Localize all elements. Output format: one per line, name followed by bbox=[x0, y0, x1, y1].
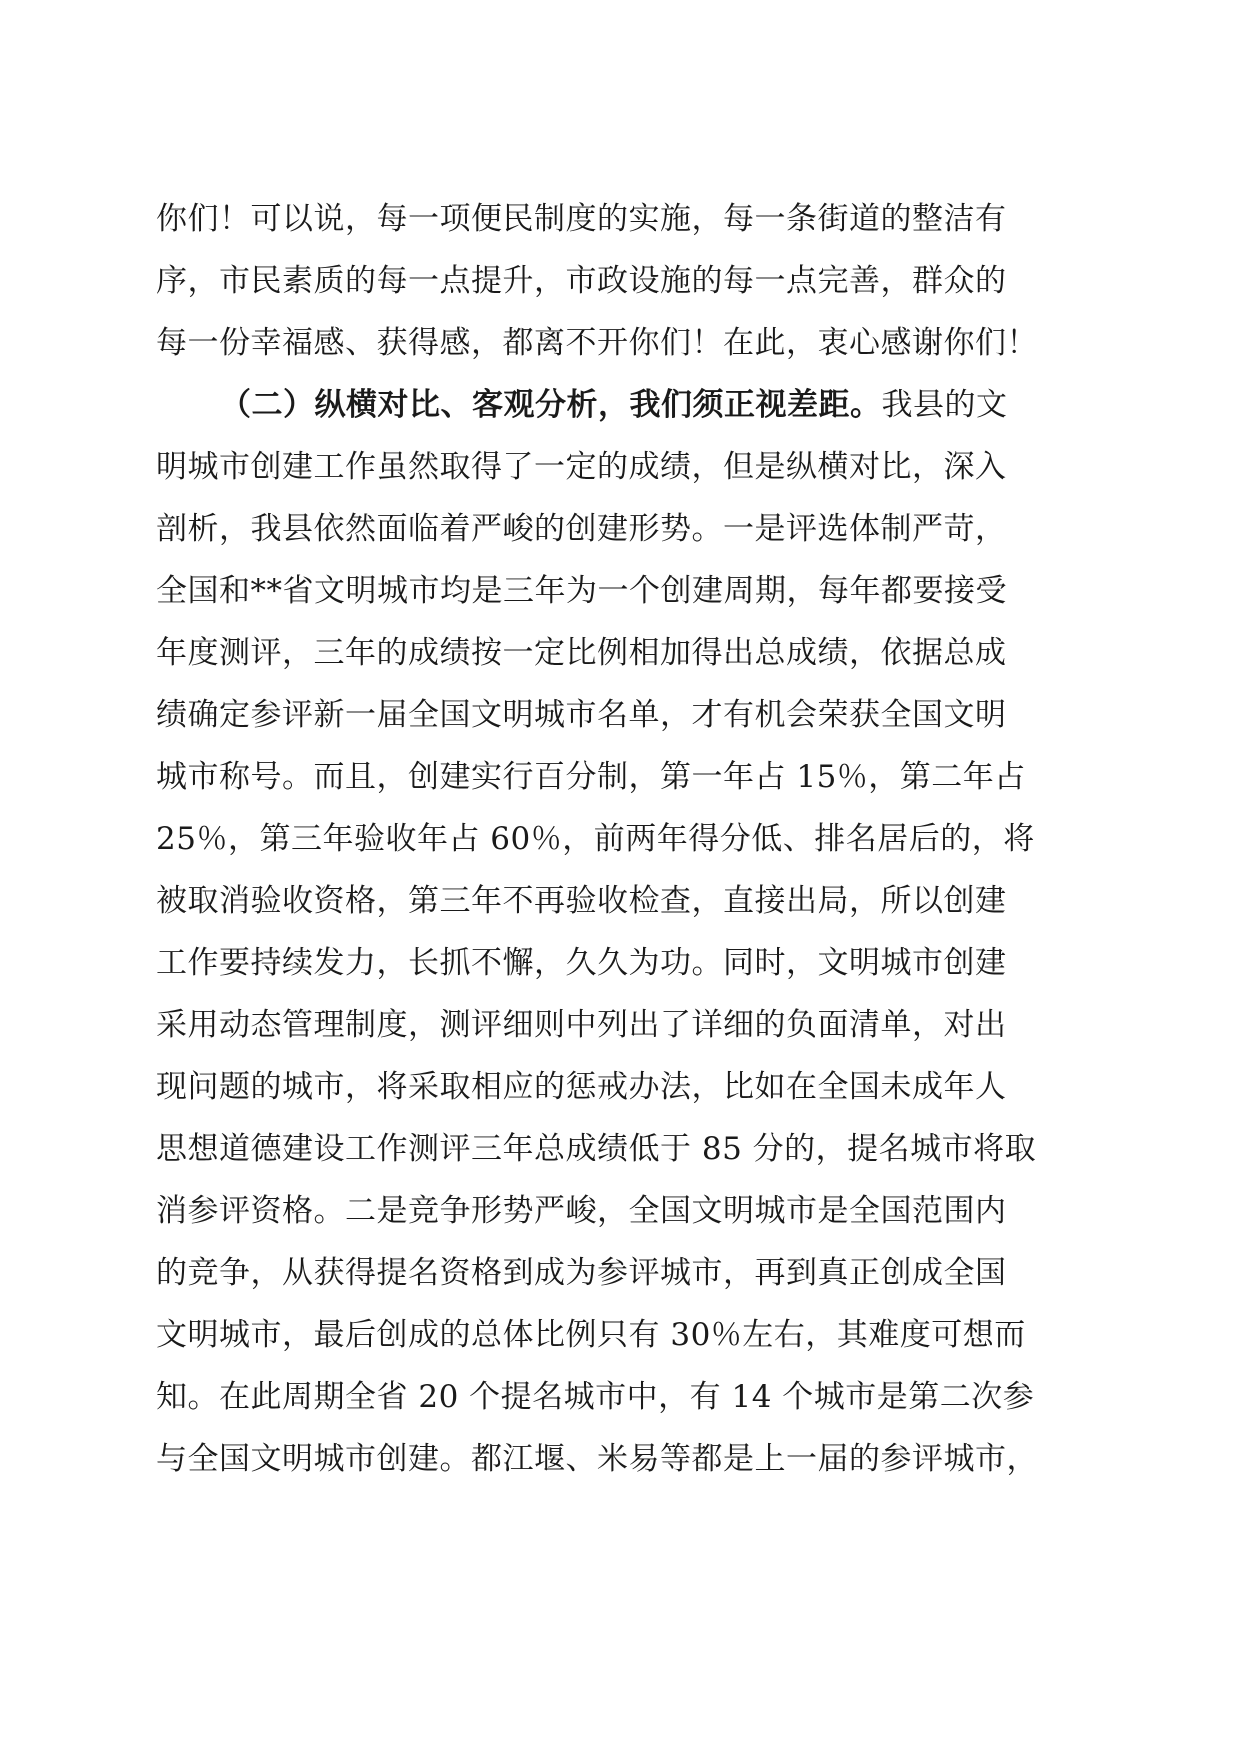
text-line: 现问题的城市，将采取相应的惩戒办法，比如在全国未成年人 bbox=[156, 1069, 1007, 1105]
body-text bbox=[156, 188, 1086, 1490]
text-line: 25％，第三年验收年占 60％，前两年得分低、排名居后的，将 bbox=[156, 821, 1035, 857]
text-line: 序，市民素质的每一点提升，市政设施的每一点完善，群众的 bbox=[156, 263, 1007, 299]
text-line: 被取消验收资格，第三年不再验收检查，直接出局，所以创建 bbox=[156, 883, 1007, 919]
section-heading: （二）纵横对比、客观分析，我们须正视差距。 bbox=[220, 387, 882, 423]
text-line: 全国和**省文明城市均是三年为一个创建周期，每年都要接受 bbox=[156, 573, 1007, 609]
text-line: 思想道德建设工作测评三年总成绩低于 85 分的，提名城市将取 bbox=[156, 1131, 1037, 1167]
text-line: 采用动态管理制度，测评细则中列出了详细的负面清单，对出 bbox=[156, 1007, 1007, 1043]
text-line: 年度测评，三年的成绩按一定比例相加得出总成绩，依据总成 bbox=[156, 635, 1007, 671]
text-line: 绩确定参评新一届全国文明城市名单，才有机会荣获全国文明 bbox=[156, 697, 1007, 733]
text-line: 消参评资格。二是竞争形势严峻，全国文明城市是全国范围内 bbox=[156, 1193, 1007, 1229]
text-line: 的竞争，从获得提名资格到成为参评城市，再到真正创成全国 bbox=[156, 1255, 1007, 1291]
text-line: 你们！可以说，每一项便民制度的实施，每一条街道的整洁有 bbox=[156, 201, 1007, 237]
text-line: 明城市创建工作虽然取得了一定的成绩，但是纵横对比，深入 bbox=[156, 449, 1007, 485]
text-line: 城市称号。而且，创建实行百分制，第一年占 15％，第二年占 bbox=[156, 759, 1026, 795]
section-heading-continuation: 我县的文 bbox=[881, 387, 1008, 423]
text-line: 与全国文明城市创建。都江堰、米易等都是上一届的参评城市， bbox=[156, 1441, 1038, 1477]
section-heading-line bbox=[156, 374, 1086, 436]
text-line: 剖析，我县依然面临着严峻的创建形势。一是评选体制严苛， bbox=[156, 511, 1007, 547]
text-line: 每一份幸福感、获得感，都离不开你们！在此，衷心感谢你们！ bbox=[156, 325, 1038, 361]
text-line: 工作要持续发力，长抓不懈，久久为功。同时，文明城市创建 bbox=[156, 945, 1007, 981]
text-line: 知。在此周期全省 20 个提名城市中，有 14 个城市是第二次参 bbox=[156, 1379, 1035, 1415]
text-line: 文明城市，最后创成的总体比例只有 30％左右，其难度可想而 bbox=[156, 1317, 1026, 1353]
